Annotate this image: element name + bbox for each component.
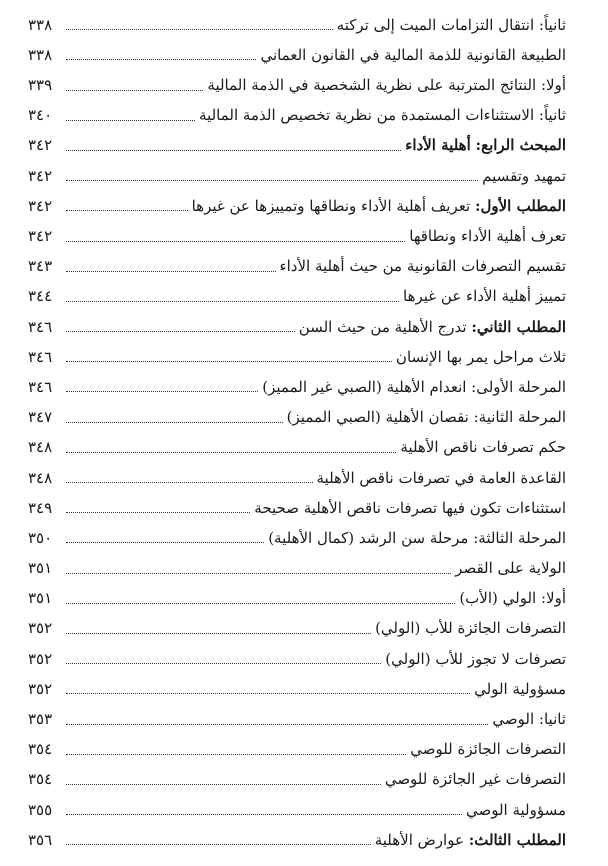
toc-entry-title	[392, 349, 566, 366]
toc-entry-title	[451, 560, 566, 577]
toc-entry-title	[195, 107, 566, 124]
toc-entry[interactable]	[28, 68, 566, 98]
toc-entry-page-number: ٣٤٢	[28, 166, 53, 185]
toc-entry-title	[250, 500, 566, 517]
dot-leader	[66, 391, 258, 392]
dot-leader	[66, 422, 283, 423]
toc-entry-title	[283, 409, 566, 426]
toc-entry-title	[399, 288, 566, 305]
toc-entry-page-number: ٣٤٢	[28, 227, 53, 245]
toc-entry-page-number: ٣٥٣	[28, 710, 53, 728]
toc-entry-page-number: ٣٥٤	[28, 770, 53, 789]
toc-entry-page-number: ٣٥٢	[28, 619, 53, 638]
toc-entry-title	[256, 47, 566, 64]
toc-entry[interactable]	[28, 823, 566, 853]
toc-entry-page-number: ٣٤٨	[28, 468, 53, 487]
dot-leader	[66, 301, 399, 302]
toc-entry-text: التصرفات غير الجائزة للوصي	[384, 770, 566, 789]
dot-leader	[66, 754, 406, 755]
dot-leader	[66, 784, 381, 785]
toc-entry-section-label: المطلب الأول:	[474, 196, 566, 215]
dot-leader	[66, 361, 392, 362]
toc-entry-text: حكم تصرفات ناقص الأهلية	[400, 438, 566, 457]
toc-entry[interactable]	[28, 99, 566, 129]
toc-entry-page-number: ٣٤٢	[28, 196, 53, 215]
dot-leader	[66, 512, 250, 513]
toc-entry-page-number: ٣٥٦	[28, 830, 53, 849]
toc-entry[interactable]	[28, 8, 566, 38]
toc-entry[interactable]	[28, 702, 566, 732]
toc-entry-page-number: ٣٤٧	[28, 408, 53, 427]
dot-leader	[66, 633, 371, 634]
toc-entry-text: التصرفات الجائزة للأب (الولي)	[375, 619, 566, 638]
toc-entry-page-number: ٣٤٤	[28, 287, 53, 306]
dot-leader	[66, 150, 401, 151]
toc-entry-text: أولا: الولي (الأب)	[459, 589, 566, 608]
toc-entry-text: المرحلة الثانية: نقصان الأهلية (الصبي المميز)	[286, 408, 566, 427]
toc-entry-page-number: ٣٣٨	[28, 45, 53, 64]
toc-entry-text: ثانياً: الاستثناءات المستمدة من نظرية تخصيص الذمة المالية	[199, 106, 566, 125]
toc-entry[interactable]	[28, 733, 566, 763]
toc-entry-page-number: ٣٥٢	[28, 649, 53, 668]
toc-entry-title	[470, 681, 566, 698]
toc-entry[interactable]	[28, 159, 566, 189]
toc-entry-title	[276, 258, 566, 275]
toc-entry-title	[455, 590, 566, 607]
toc-entry-page-number: ٣٤٦	[28, 317, 53, 336]
toc-entry-page-number: ٣٥٠	[28, 528, 53, 547]
toc-entry[interactable]	[28, 370, 566, 400]
toc-entry-title	[371, 832, 566, 849]
toc-entry-text: مسؤولية الوصي	[465, 800, 566, 819]
toc-entry[interactable]	[28, 400, 566, 430]
toc-entry-text: تدرج الأهلية من حيث السن	[298, 317, 467, 336]
toc-entry[interactable]	[28, 521, 566, 551]
dot-leader	[66, 180, 478, 181]
toc-entry-text: المرحلة الثالثة: مرحلة سن الرشد (كمال الأهلية)	[268, 528, 566, 547]
dot-leader	[66, 693, 470, 694]
dot-leader	[66, 210, 188, 211]
toc-entry[interactable]	[28, 129, 566, 159]
dot-leader	[66, 241, 405, 242]
toc-entry-page-number: ٣٤٣	[28, 257, 53, 276]
toc-entry-title	[188, 198, 566, 215]
toc-entry-text: المرحلة الأولى: انعدام الأهلية (الصبي غير المميز)	[262, 377, 566, 396]
toc-entry-title	[396, 439, 566, 456]
toc-entry-title	[488, 711, 566, 728]
toc-entry-title	[295, 319, 566, 336]
toc-entry-text: استثناءات تكون فيها تصرفات ناقص الأهلية صحيحة	[254, 498, 566, 517]
dot-leader	[66, 90, 203, 91]
dot-leader	[66, 542, 264, 543]
toc-entry-section-label: المطلب الثاني:	[471, 317, 566, 336]
toc-entry-page-number: ٣٥١	[28, 559, 53, 578]
toc-entry-page-number: ٣٥١	[28, 589, 53, 608]
toc-entry-text: الطبيعة القانونية للذمة المالية في القانون العماني	[260, 45, 566, 64]
toc-entry-text: عوارض الأهلية	[374, 830, 464, 849]
toc-entry[interactable]	[28, 672, 566, 702]
toc-entry-text: تعريف أهلية الأداء ونطاقها وتمييزها عن غيرها	[191, 196, 471, 215]
toc-entry-title	[203, 77, 566, 94]
toc-entry-page-number: ٣٤٢	[28, 136, 53, 155]
toc-entry[interactable]	[28, 340, 566, 370]
toc-entry-text: أولا: النتائج المترتبة على نظرية الشخصية في الذمة المالية	[207, 76, 566, 95]
toc-entry-page-number: ٣٥٥	[28, 800, 53, 819]
toc-entry-page-number: ٣٤٦	[28, 377, 53, 396]
toc-entry[interactable]	[28, 793, 566, 823]
dot-leader	[66, 573, 451, 574]
toc-entry[interactable]	[28, 461, 566, 491]
toc-entry[interactable]	[28, 582, 566, 612]
toc-entry[interactable]	[28, 642, 566, 672]
toc-entry-text: تمهيد وتقسيم	[482, 166, 566, 185]
toc-entry-title	[313, 470, 567, 487]
toc-entry-section-label: المبحث الرابع:	[475, 136, 566, 155]
toc-entry[interactable]	[28, 250, 566, 280]
toc-entry[interactable]	[28, 310, 566, 340]
dot-leader	[66, 663, 381, 664]
toc-entry-text: التصرفات الجائزة للوصي	[410, 740, 566, 759]
toc-entry-title	[462, 802, 566, 819]
toc-entry-title	[401, 137, 566, 154]
toc-entry-title	[258, 379, 566, 396]
toc-entry-text: تصرفات لا تجوز للأب (الولي)	[385, 649, 566, 668]
toc-entry-page-number: ٣٤٠	[28, 106, 53, 125]
toc-entry-title	[264, 530, 566, 547]
toc-entry-text: تعرف أهلية الأداء ونطاقها	[409, 227, 566, 245]
toc-entry[interactable]	[28, 189, 566, 219]
toc-entry-title	[478, 168, 566, 185]
toc-entry-section-label: المطلب الثالث:	[468, 830, 566, 849]
dot-leader	[66, 331, 295, 332]
toc-entry[interactable]	[28, 491, 566, 521]
dot-leader	[66, 452, 396, 453]
toc-entry-page-number: ٣٤٩	[28, 498, 53, 517]
toc-entry-title	[381, 651, 566, 668]
toc-entry-text: مسؤولية الولي	[474, 679, 566, 698]
dot-leader	[66, 814, 462, 815]
toc-entry-text: ثانياً: انتقال التزامات الميت إلى تركته	[336, 15, 566, 34]
dot-leader	[66, 120, 195, 121]
toc-entry-text: تمييز أهلية الأداء عن غيرها	[403, 287, 566, 306]
toc-entry-text: أهلية الأداء	[405, 136, 471, 155]
dot-leader	[66, 482, 313, 483]
toc-entry[interactable]	[28, 38, 566, 68]
toc-entry-title	[405, 228, 566, 245]
toc-entry-text: ثانيا: الوصي	[492, 710, 566, 728]
toc-entry[interactable]	[28, 431, 566, 461]
toc-entry-title	[381, 771, 566, 788]
toc-entry-title	[406, 741, 566, 758]
toc-entry-title	[371, 620, 566, 637]
toc-entry-page-number: ٣٤٦	[28, 347, 53, 366]
toc-entry-text: الولاية على القصر	[455, 559, 566, 578]
toc-entry[interactable]	[28, 612, 566, 642]
toc-entry-page-number: ٣٤٨	[28, 438, 53, 457]
toc-entry-page-number: ٣٣٨	[28, 15, 53, 34]
toc-entry-page-number: ٣٣٩	[28, 76, 53, 95]
dot-leader	[66, 603, 455, 604]
toc-entry-text: القاعدة العامة في تصرفات ناقص الأهلية	[316, 468, 566, 487]
toc-entry-text: تقسيم التصرفات القانونية من حيث أهلية الأداء	[279, 257, 566, 276]
dot-leader	[66, 59, 256, 60]
dot-leader	[66, 844, 371, 845]
toc-entry[interactable]	[28, 551, 566, 581]
dot-leader	[66, 29, 333, 30]
toc-entry-text: ثلاث مراحل يمر بها الإنسان	[395, 347, 566, 366]
toc-entry[interactable]	[28, 219, 566, 249]
toc-entry-page-number: ٣٥٤	[28, 740, 53, 759]
toc-entry-page-number: ٣٥٢	[28, 679, 53, 698]
toc-entry[interactable]	[28, 280, 566, 310]
dot-leader	[66, 724, 488, 725]
dot-leader	[66, 271, 276, 272]
toc-entry-title	[333, 17, 566, 34]
toc-entry[interactable]	[28, 763, 566, 793]
